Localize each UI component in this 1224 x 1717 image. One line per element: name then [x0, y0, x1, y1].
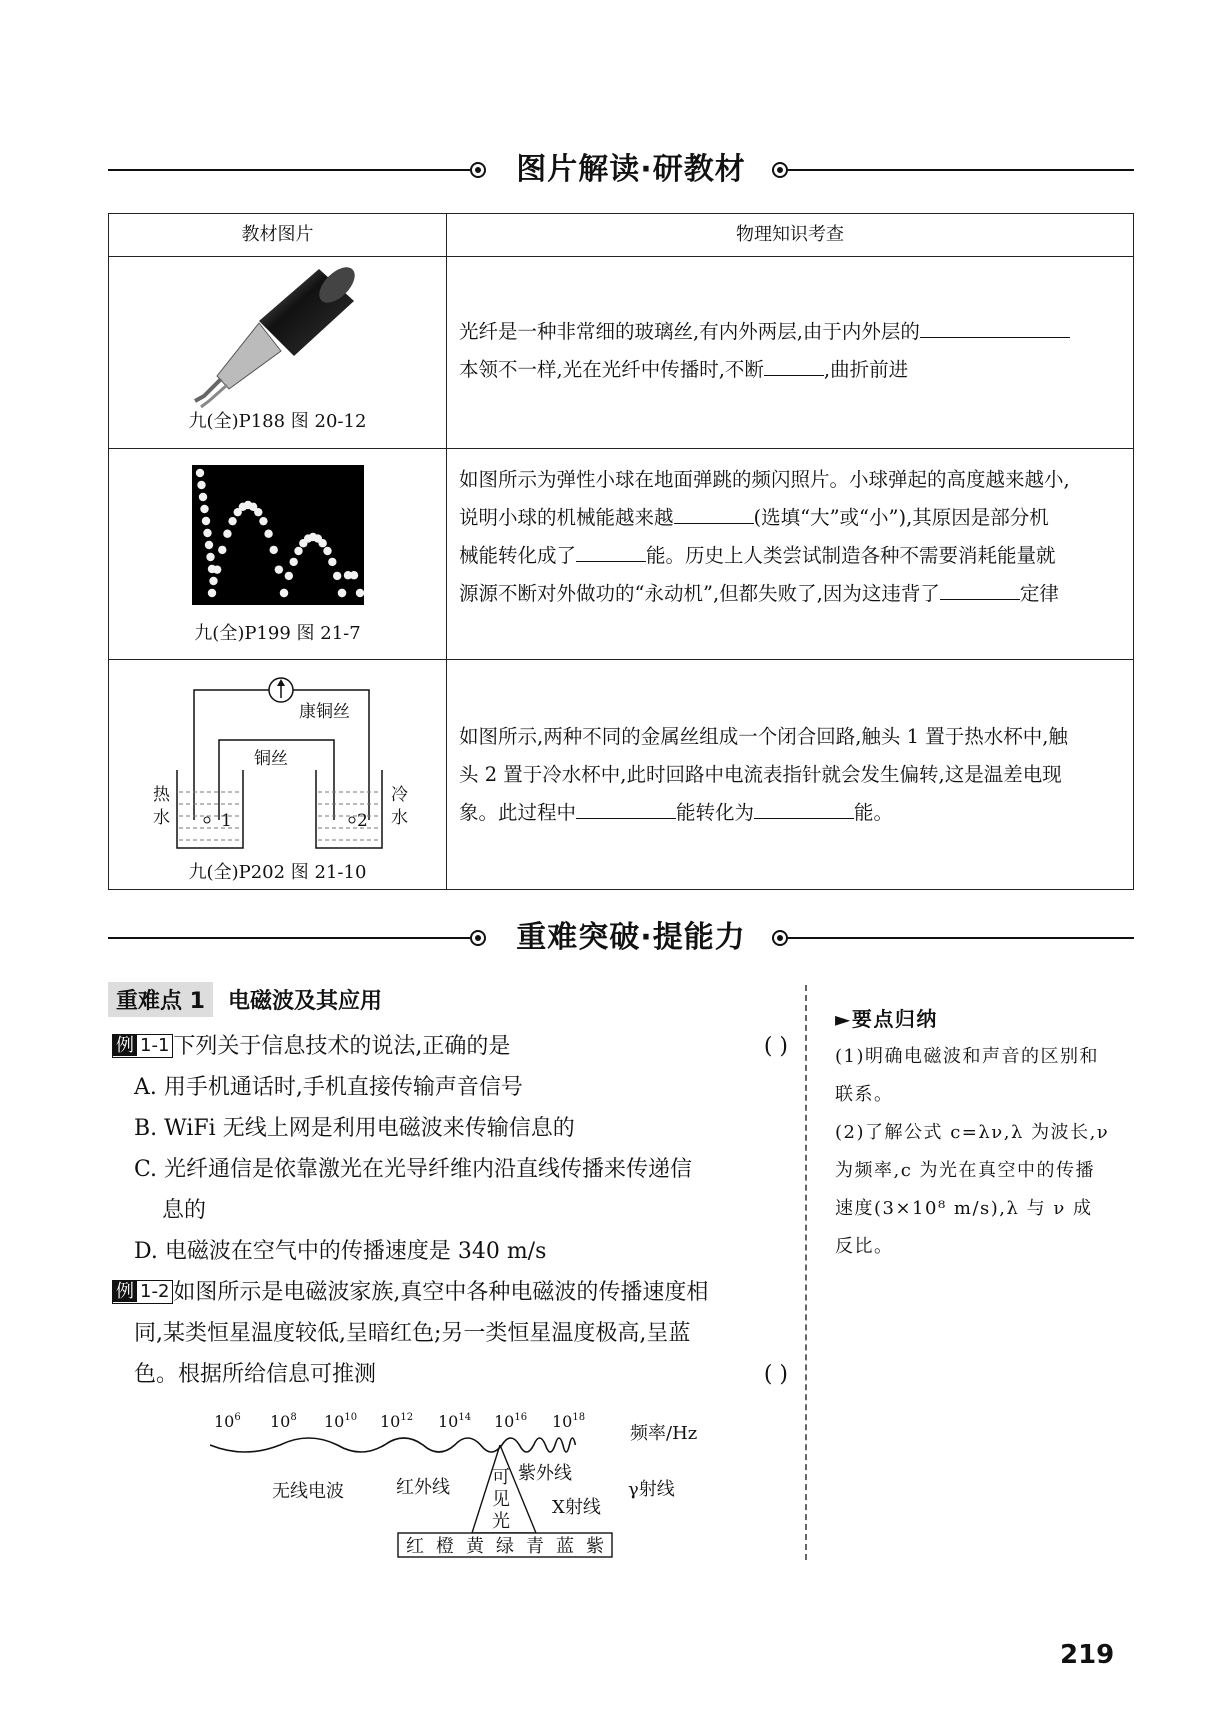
- figure-caption: 九(全)P202 图 21-10: [188, 862, 367, 883]
- svg-text:红外线: 红外线: [396, 1477, 450, 1498]
- bouncing-ball-photo: [192, 465, 364, 605]
- divider: [108, 937, 470, 939]
- svg-text:水: 水: [153, 808, 170, 828]
- ball-image: [218, 546, 226, 554]
- section-title: 重难突破·提能力: [516, 920, 746, 955]
- ball-image: [289, 558, 297, 566]
- table-row: [109, 256, 1133, 448]
- svg-text:X射线: X射线: [552, 1497, 601, 1518]
- frequency-tick-label: $10^{16}$: [494, 1412, 528, 1431]
- ball-image: [208, 589, 216, 597]
- ball-image: [197, 481, 205, 489]
- sidebar-line: 反比。: [835, 1236, 894, 1257]
- header-figure: 教材图片: [109, 214, 447, 256]
- ball-image: [200, 505, 208, 513]
- ball-image: [356, 589, 364, 597]
- frequency-tick-label: $10^{14}$: [438, 1412, 472, 1431]
- question-text: 光纤是一种非常细的玻璃丝,有内外两层,由于内外层的 本领不一样,光在光纤中传播时,不断 ,曲折前进: [459, 313, 1123, 389]
- frequency-tick-label: $10^{18}$: [552, 1412, 586, 1431]
- option-c[interactable]: C. 光纤通信是依靠激光在光导纤维内沿直线传播来传递信: [134, 1157, 693, 1182]
- ball-image: [205, 541, 213, 549]
- ball-image: [196, 469, 204, 477]
- optical-fiber-image: [109, 261, 447, 411]
- svg-text:见: 见: [492, 1489, 510, 1510]
- table-row: [109, 448, 1133, 659]
- svg-text:紫外线: 紫外线: [518, 1463, 572, 1484]
- example-1-1-stem: 例 1-1 下列关于信息技术的说法,正确的是 ( ): [112, 1026, 788, 1067]
- ball-image: [213, 565, 221, 573]
- frequency-tick-label: $10^{12}$: [380, 1412, 414, 1431]
- ball-image: [323, 547, 331, 555]
- answer-paren[interactable]: ( ): [763, 1362, 788, 1387]
- section-title: 图片解读·研教材: [516, 152, 746, 187]
- svg-text:康铜丝: 康铜丝: [299, 702, 350, 722]
- svg-text:γ射线: γ射线: [628, 1479, 675, 1500]
- answer-blank[interactable]: [764, 352, 824, 376]
- keypoint-heading: [108, 982, 382, 1017]
- table-header: [109, 214, 1133, 256]
- ball-image: [259, 517, 267, 525]
- option-c-continued: 息的: [162, 1198, 207, 1223]
- bullseye-icon: [772, 162, 788, 178]
- answer-paren[interactable]: ( ): [763, 1034, 788, 1059]
- frequency-tick-label: $10^8$: [270, 1412, 297, 1431]
- keypoint-title: 电磁波及其应用: [227, 989, 382, 1014]
- ball-image: [270, 546, 278, 554]
- ball-image: [350, 571, 358, 579]
- option-a[interactable]: A. 用手机通话时,手机直接传输声音信号: [134, 1075, 523, 1100]
- summary-sidebar: [835, 1000, 1125, 1266]
- page-number: 219: [1060, 1640, 1115, 1670]
- column-divider: [805, 985, 807, 1560]
- ball-image: [275, 565, 283, 573]
- textbook-figure-table: [108, 213, 1134, 890]
- option-d[interactable]: D. 电磁波在空气中的传播速度是 340 m/s: [134, 1239, 547, 1264]
- answer-blank[interactable]: [674, 500, 754, 524]
- bullseye-icon: [772, 930, 788, 946]
- ball-image: [318, 539, 326, 547]
- sidebar-line: (1)明确电磁波和声音的区别和: [835, 1046, 1099, 1067]
- visible-color-label: 橙: [436, 1536, 454, 1557]
- ball-image: [223, 530, 231, 538]
- bullseye-icon: [470, 162, 486, 178]
- visible-color-label: 绿: [496, 1536, 514, 1557]
- svg-text:光: 光: [492, 1511, 510, 1532]
- divider: [788, 937, 1134, 939]
- ball-image: [203, 529, 211, 537]
- visible-color-label: 蓝: [556, 1536, 574, 1557]
- ball-image: [199, 493, 207, 501]
- svg-text:无线电波: 无线电波: [272, 1481, 344, 1502]
- visible-color-label: 青: [526, 1536, 544, 1557]
- sidebar-title: ►要点归纳: [835, 1007, 938, 1031]
- ball-image: [254, 508, 262, 516]
- visible-color-label: 红: [406, 1536, 424, 1557]
- frequency-tick-label: $10^{10}$: [324, 1412, 358, 1431]
- sidebar-line: 速度(3×10⁸ m/s),λ 与 ν 成: [835, 1198, 1093, 1219]
- sidebar-line: (2)了解公式 c=λν,λ 为波长,ν: [835, 1122, 1110, 1143]
- answer-blank[interactable]: [754, 795, 854, 819]
- ball-image: [338, 589, 346, 597]
- svg-text:水: 水: [391, 808, 408, 828]
- sidebar-line: 联系。: [835, 1084, 894, 1105]
- svg-text:频率/Hz: 频率/Hz: [630, 1423, 698, 1444]
- em-spectrum-diagram: [210, 1405, 730, 1575]
- divider: [788, 169, 1134, 171]
- svg-text:可: 可: [492, 1467, 510, 1488]
- header-knowledge: 物理知识考查: [736, 224, 844, 245]
- thermocouple-circuit-diagram: [109, 660, 447, 850]
- sidebar-line: 为频率,c 为光在真空中的传播: [835, 1160, 1096, 1181]
- ball-image: [280, 589, 288, 597]
- bullseye-icon: [470, 930, 486, 946]
- answer-blank[interactable]: [920, 314, 1070, 338]
- question-text: 如图所示,两种不同的金属丝组成一个闭合回路,触头 1 置于热水杯中,触 头 2 置于冷水杯中,此时回路中电流表指针就会发生偏转,这是温差电现 象。此过程中 能转化为 能。: [459, 725, 1068, 824]
- ball-image: [206, 553, 214, 561]
- answer-blank[interactable]: [940, 576, 1020, 600]
- section-heading-1: [108, 150, 1134, 190]
- ball-image: [285, 572, 293, 580]
- keypoint-badge: 重难点 1: [108, 982, 213, 1017]
- ball-image: [264, 530, 272, 538]
- example-tag: 例 1-1: [112, 1034, 173, 1058]
- example-tag: 例 1-2: [112, 1280, 173, 1304]
- visible-color-label: 紫: [586, 1536, 604, 1557]
- ball-image: [333, 572, 341, 580]
- answer-blank[interactable]: [576, 538, 646, 562]
- frequency-tick-label: $10^6$: [214, 1412, 241, 1431]
- section-heading-2: [108, 918, 1134, 958]
- visible-color-label: 黄: [466, 1536, 484, 1557]
- ball-image: [294, 547, 302, 555]
- ball-image: [209, 577, 217, 585]
- question-text: 如图所示为弹性小球在地面弹跳的频闪照片。小球弹起的高度越来越小, 说明小球的机械能越来越 (选填“大”或“小”),其原因是部分机 械能转化成了 能。历史上人类尝试制造各种不需要消耗能量就 源源不断对外做功的“永动机”,但都失败了,因为这违背了 定律: [459, 468, 1070, 605]
- svg-text:铜丝: 铜丝: [254, 749, 288, 769]
- example-1-2-line: 色。根据所给信息可推测 ( ): [134, 1354, 788, 1395]
- ball-image: [328, 558, 336, 566]
- divider: [108, 169, 470, 171]
- table-row: [109, 659, 1133, 889]
- svg-text:1: 1: [221, 811, 232, 831]
- figure-caption: 九(全)P188 图 20-12: [188, 411, 367, 432]
- ball-image: [228, 517, 236, 525]
- svg-text:2: 2: [357, 811, 368, 831]
- answer-blank[interactable]: [576, 795, 676, 819]
- ball-image: [202, 517, 210, 525]
- figure-caption: 九(全)P199 图 21-7: [194, 623, 361, 644]
- example-1-2-line: 同,某类恒星温度较低,呈暗红色;另一类恒星温度极高,呈蓝: [134, 1321, 691, 1346]
- option-b[interactable]: B. WiFi 无线上网是利用电磁波来传输信息的: [134, 1116, 575, 1141]
- svg-text:热: 热: [153, 785, 170, 805]
- svg-text:冷: 冷: [391, 785, 408, 805]
- example-1-2-stem: 例 1-2 如图所示是电磁波家族,真空中各种电磁波的传播速度相: [112, 1272, 788, 1313]
